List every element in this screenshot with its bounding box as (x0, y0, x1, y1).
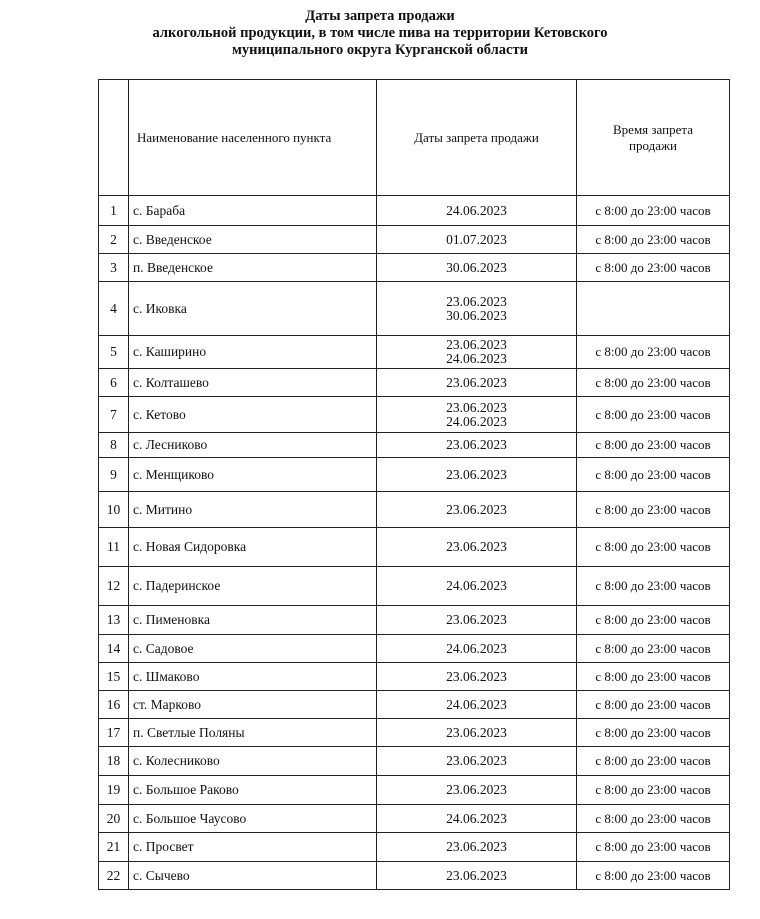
document-title (0, 8, 760, 59)
ban-date: 30.06.2023 (446, 259, 507, 275)
table-row (99, 492, 730, 528)
ban-dates (377, 254, 577, 282)
ban-time (577, 282, 730, 336)
row-number: 5 (99, 336, 129, 369)
title-line-2: алкогольной продукции, в том числе пива на территории Кетовского (152, 25, 608, 41)
row-number: 17 (99, 719, 129, 747)
ban-dates (377, 719, 577, 747)
row-number: 22 (99, 862, 129, 890)
row-number: 13 (99, 606, 129, 635)
ban-dates (377, 833, 577, 862)
ban-time: с 8:00 до 23:00 часов (577, 369, 730, 397)
ban-date: 24.06.2023 (446, 202, 507, 218)
ban-dates (377, 196, 577, 226)
table-body (99, 196, 730, 890)
ban-dates (377, 226, 577, 254)
title-line-1: Даты запрета продажи (305, 8, 455, 24)
ban-dates (377, 336, 577, 369)
settlement-name: с. Сычево (129, 862, 377, 890)
ban-dates (377, 282, 577, 336)
table-row (99, 606, 730, 635)
ban-date: 23.06.2023 (446, 753, 507, 768)
settlement-name: с. Садовое (129, 635, 377, 663)
settlement-name: с. Новая Сидоровка (129, 528, 377, 567)
table-header-row (99, 80, 730, 196)
ban-date: 23.06.2023 (446, 501, 507, 517)
ban-dates (377, 606, 577, 635)
table-row (99, 635, 730, 663)
table-row (99, 567, 730, 606)
settlement-name: с. Иковка (129, 282, 377, 336)
ban-time: с 8:00 до 23:00 часов (577, 226, 730, 254)
ban-date: 23.06.2023 (446, 782, 507, 797)
table-row (99, 369, 730, 397)
table-row (99, 433, 730, 458)
row-number: 4 (99, 282, 129, 336)
settlement-name: с. Введенское (129, 226, 377, 254)
ban-time: с 8:00 до 23:00 часов (577, 528, 730, 567)
ban-date: 24.06.2023 (446, 351, 507, 366)
table-row (99, 691, 730, 719)
ban-time: с 8:00 до 23:00 часов (577, 397, 730, 433)
row-number: 1 (99, 196, 129, 226)
ban-date: 23.06.2023 (446, 466, 507, 482)
header-number (99, 80, 129, 196)
settlement-name: п. Светлые Поляны (129, 719, 377, 747)
ban-time: с 8:00 до 23:00 часов (577, 663, 730, 691)
settlement-name: с. Каширино (129, 336, 377, 369)
table-row (99, 663, 730, 691)
ban-dates (377, 635, 577, 663)
ban-date: 23.06.2023 (446, 839, 507, 854)
settlement-name: с. Менщиково (129, 458, 377, 492)
ban-dates (377, 433, 577, 458)
ban-dates (377, 492, 577, 528)
ban-time: с 8:00 до 23:00 часов (577, 862, 730, 890)
row-number: 7 (99, 397, 129, 433)
table-row (99, 282, 730, 336)
settlement-name: с. Падеринское (129, 567, 377, 606)
ban-time: с 8:00 до 23:00 часов (577, 254, 730, 282)
ban-date: 23.06.2023 (446, 337, 507, 352)
ban-date: 23.06.2023 (446, 668, 507, 684)
settlement-name: с. Большое Раково (129, 776, 377, 805)
ban-date: 23.06.2023 (446, 399, 507, 415)
ban-date: 23.06.2023 (446, 867, 507, 883)
ban-time: с 8:00 до 23:00 часов (577, 805, 730, 833)
settlement-name: с. Лесниково (129, 433, 377, 458)
settlement-name: с. Колесниково (129, 747, 377, 776)
ban-date: 23.06.2023 (446, 539, 507, 554)
ban-date: 01.07.2023 (446, 231, 507, 247)
table-row (99, 528, 730, 567)
ban-time: с 8:00 до 23:00 часов (577, 606, 730, 635)
settlement-name: с. Шмаково (129, 663, 377, 691)
table-row (99, 719, 730, 747)
ban-dates (377, 691, 577, 719)
settlement-name: с. Митино (129, 492, 377, 528)
ban-date: 23.06.2023 (446, 293, 507, 309)
settlement-name: с. Колташево (129, 369, 377, 397)
settlement-name: с. Пименовка (129, 606, 377, 635)
row-number: 14 (99, 635, 129, 663)
header-settlement-name: Наименование населенного пункта (129, 80, 377, 196)
ban-date: 24.06.2023 (446, 810, 507, 826)
row-number: 18 (99, 747, 129, 776)
row-number: 6 (99, 369, 129, 397)
header-time: Время запрета продажи (577, 80, 730, 196)
row-number: 9 (99, 458, 129, 492)
table-row (99, 747, 730, 776)
table-row (99, 336, 730, 369)
row-number: 12 (99, 567, 129, 606)
ban-date: 23.06.2023 (446, 374, 507, 390)
settlement-name: с. Бараба (129, 196, 377, 226)
ban-time: с 8:00 до 23:00 часов (577, 336, 730, 369)
table-row (99, 254, 730, 282)
ban-time: с 8:00 до 23:00 часов (577, 567, 730, 606)
ban-time: с 8:00 до 23:00 часов (577, 691, 730, 719)
ban-time: с 8:00 до 23:00 часов (577, 776, 730, 805)
ban-dates (377, 663, 577, 691)
title-line-3: муниципального округа Курганской области (232, 42, 528, 58)
ban-time: с 8:00 до 23:00 часов (577, 458, 730, 492)
ban-date: 24.06.2023 (446, 640, 507, 656)
ban-time: с 8:00 до 23:00 часов (577, 433, 730, 458)
ban-dates (377, 369, 577, 397)
row-number: 16 (99, 691, 129, 719)
ban-date: 24.06.2023 (446, 696, 507, 712)
ban-date: 23.06.2023 (446, 724, 507, 740)
table-row (99, 458, 730, 492)
ban-date: 24.06.2023 (446, 413, 507, 429)
row-number: 11 (99, 528, 129, 567)
row-number: 21 (99, 833, 129, 862)
settlement-name: с. Кетово (129, 397, 377, 433)
settlement-name: с. Просвет (129, 833, 377, 862)
ban-date: 23.06.2023 (446, 612, 507, 627)
ban-dates (377, 458, 577, 492)
ban-time: с 8:00 до 23:00 часов (577, 833, 730, 862)
header-dates: Даты запрета продажи (377, 80, 577, 196)
ban-dates (377, 567, 577, 606)
ban-dates (377, 397, 577, 433)
row-number: 20 (99, 805, 129, 833)
ban-dates (377, 776, 577, 805)
restriction-table (98, 79, 730, 890)
table-row (99, 862, 730, 890)
table-row (99, 833, 730, 862)
ban-dates (377, 805, 577, 833)
ban-dates (377, 862, 577, 890)
ban-time: с 8:00 до 23:00 часов (577, 196, 730, 226)
ban-date: 30.06.2023 (446, 307, 507, 323)
row-number: 2 (99, 226, 129, 254)
row-number: 3 (99, 254, 129, 282)
row-number: 15 (99, 663, 129, 691)
table-row (99, 196, 730, 226)
ban-dates (377, 747, 577, 776)
table-row (99, 776, 730, 805)
ban-time: с 8:00 до 23:00 часов (577, 747, 730, 776)
ban-date: 23.06.2023 (446, 437, 507, 452)
row-number: 19 (99, 776, 129, 805)
ban-dates (377, 528, 577, 567)
settlement-name: п. Введенское (129, 254, 377, 282)
ban-time: с 8:00 до 23:00 часов (577, 719, 730, 747)
ban-time: с 8:00 до 23:00 часов (577, 492, 730, 528)
table-row (99, 226, 730, 254)
settlement-name: с. Большое Чаусово (129, 805, 377, 833)
table-row (99, 397, 730, 433)
ban-time: с 8:00 до 23:00 часов (577, 635, 730, 663)
row-number: 10 (99, 492, 129, 528)
table-row (99, 805, 730, 833)
row-number: 8 (99, 433, 129, 458)
settlement-name: ст. Марково (129, 691, 377, 719)
ban-date: 24.06.2023 (446, 578, 507, 593)
